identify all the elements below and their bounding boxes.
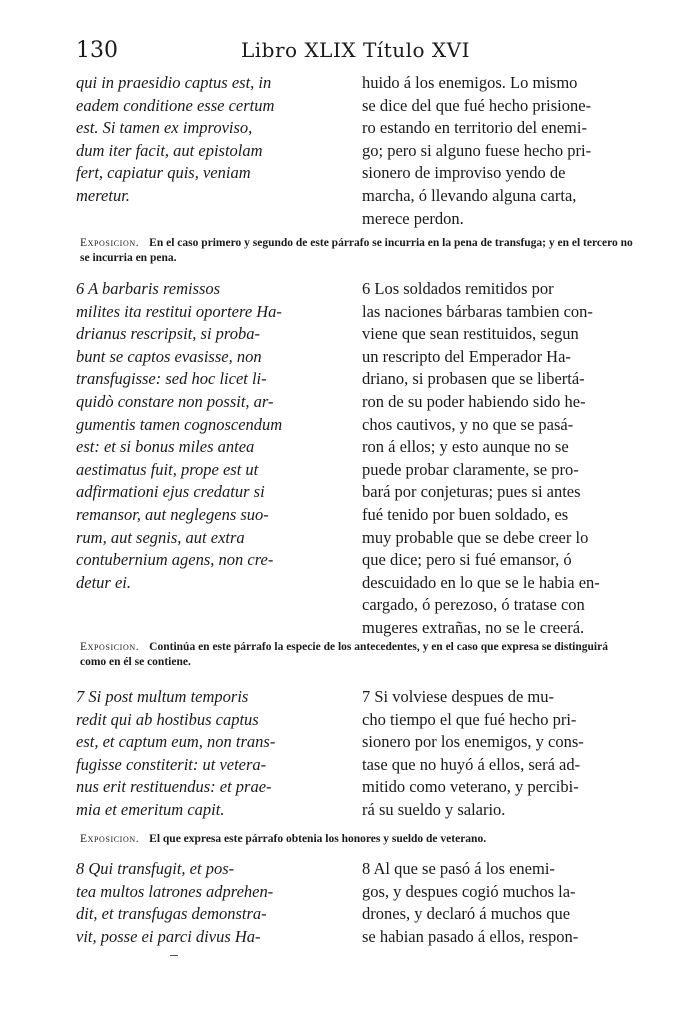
- spanish-text: 8 Al que se pasó á los enemi- gos, y despues cogió muchos la- drones, y declaró á muchos que se habian pasado á ellos, respon-: [362, 859, 579, 946]
- paragraph-block-continuation: [76, 72, 636, 232]
- page-header: [76, 38, 636, 68]
- latin-text: qui in praesidio captus est, in eadem conditione esse certum est. Si tamen ex improviso, dum iter facit, aut epistolam fert, capiatur quis, veniam meretur.: [76, 73, 275, 205]
- spanish-text: 6 Los soldados remitidos por las naciones bárbaras tambien con- viene que sean restituidos, segun un rescripto del Emperador Ha- driano, si probasen que se libertá- ron de su poder habiendo sido he- chos cautivos, y no que se pasá- ron á ellos; y esto aunque no se puede probar claramente, se pro- bará por conjeturas; pues si antes fué tenido por buen soldado, es muy probable que se debe creer lo que dice; pero si fué emansor, ó descuidado en lo que se le habia en- cargado, ó perezoso, ó tratase con mugeres extrañas, no se le creerá.: [362, 279, 600, 637]
- exposition-text: El que expresa este párrafo obtenia los honores y sueldo de veterano.: [149, 833, 487, 845]
- exposition-text: En el caso primero y segundo de este párrafo se incurria en la pena de transfuga; y en el tercero no se incurria en pena.: [80, 237, 633, 264]
- exposition-text: Continúa en este párrafo la especie de los antecedentes, y en el caso que expresa se distinguirá como en él se contiene.: [80, 641, 608, 668]
- paragraph-block-6: [76, 278, 636, 638]
- latin-text: 8 Qui transfugit, et pos- tea multos latrones adprehen- dit, et transfugas demonstra- vit, posse ei parci divus Ha-: [76, 859, 274, 946]
- signature-mark: [170, 955, 178, 956]
- running-title: Libro XLIX Título XVI: [241, 38, 470, 62]
- paragraph-block-7: [76, 686, 636, 826]
- page-number: 130: [76, 38, 118, 63]
- latin-text: 7 Si post multum temporis redit qui ab hostibus captus est, et captum eum, non trans- fugisse constiterit: ut vetera- nus erit restituendus: et prae- mia et emeritum capit.: [76, 687, 276, 819]
- paragraph-block-8: [76, 858, 636, 954]
- exposition-label: Exposicion.: [80, 833, 140, 845]
- exposition-note: [80, 832, 636, 847]
- spanish-text: 7 Si volviese despues de mu- cho tiempo el que fué hecho pri- sionero por los enemigos, y cons- tase que no huyó á ellos, será ad- mitido como veterano, y percibi- rá su sueldo y salario.: [362, 687, 584, 819]
- latin-text: 6 A barbaris remissos milites ita restitui oportere Ha- drianus rescripsit, si proba- bunt se captos evasisse, non transfugisse: sed hoc licet li- quidò constare non possit, ar- gumentis tamen cognoscendum est: et si bonus miles antea aestimatus fuit, prope est ut adfirmationi ejus credatur si remansor, aut neglegens suo- rum, aut segnis, aut extra contubernium agens, non cre- detur ei.: [76, 279, 283, 592]
- exposition-label: Exposicion.: [80, 641, 140, 653]
- exposition-note: [80, 236, 636, 266]
- exposition-note: [80, 640, 636, 670]
- spanish-text: huido á los enemigos. Lo mismo se dice del que fué hecho prisione- ro estando en territorio del enemi- go; pero si alguno fuese hecho pri- sionero de improviso yendo de marcha, ó llevando alguna carta, merece perdon.: [362, 73, 592, 228]
- exposition-label: Exposicion.: [80, 237, 140, 249]
